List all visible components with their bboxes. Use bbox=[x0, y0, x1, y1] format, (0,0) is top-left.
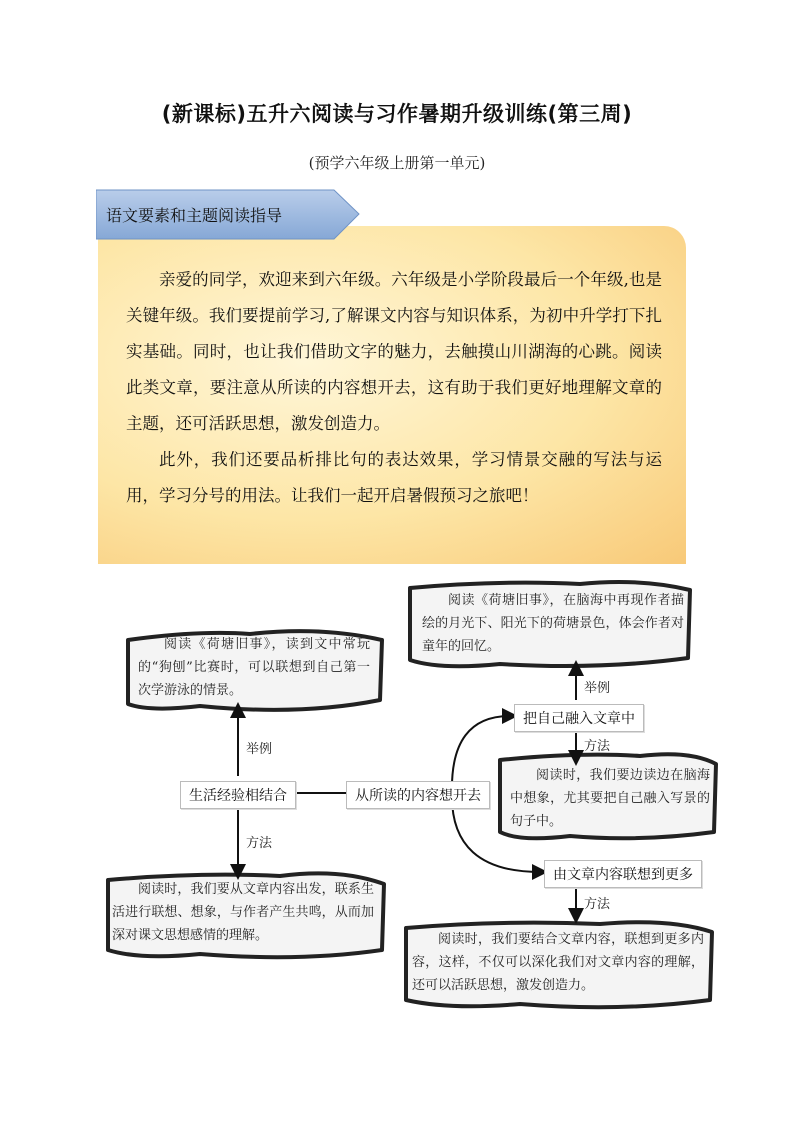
center-node: 从所读的内容想开去 bbox=[346, 781, 490, 809]
label-method-right-top: 方法 bbox=[584, 739, 611, 754]
note-right-mid: 阅读时，我们要边读边在脑海中想象，尤其要把自己融入写景的句子中。 bbox=[510, 768, 710, 829]
right-top-node: 把自己融入文章中 bbox=[514, 704, 644, 732]
label-method-right-bottom: 方法 bbox=[584, 897, 611, 912]
page-title: (新课标)五升六阅读与习作暑期升级训练(第三周) bbox=[161, 102, 633, 126]
section-label: 语文要素和主题阅读指导 bbox=[106, 206, 283, 225]
page-subtitle: (预学六年级上册第一单元) bbox=[308, 154, 486, 172]
right-bottom-node: 由文章内容联想到更多 bbox=[544, 860, 702, 888]
intro-paragraph-1: 亲爱的同学，欢迎来到六年级。六年级是小学阶段最后一个年级,也是关键年级。我们要提前学习,了解课文内容与知识体系，为初中升学打下扎实基础。同时，也让我们借助文字的魅力，去触摸山川湖海的心跳。阅读此类文章，要注意从所读的内容想开去，这有助于我们更好地理解文章的主题，还可活跃思想，激发创造力。 bbox=[126, 270, 662, 433]
label-example-left: 举例 bbox=[246, 742, 273, 757]
label-example-right: 举例 bbox=[584, 681, 611, 696]
left-node: 生活经验相结合 bbox=[180, 781, 296, 809]
note-left-top: 阅读《荷塘旧事》，读到文中常玩的“狗刨”比赛时，可以联想到自己第一次学游泳的情景。 bbox=[138, 637, 370, 698]
intro-paragraph-2: 此外，我们还要品析排比句的表达效果，学习情景交融的写法与运用，学习分号的用法。让我们一起开启暑假预习之旅吧！ bbox=[126, 450, 662, 505]
note-left-bottom: 阅读时，我们要从文章内容出发，联系生活进行联想、想象，与作者产生共鸣，从而加深对课文思想感情的理解。 bbox=[112, 882, 374, 943]
label-method-left: 方法 bbox=[246, 836, 273, 851]
note-right-bottom: 阅读时，我们要结合文章内容，联想到更多内容，这样，不仅可以深化我们对文章内容的理解，还可以活跃思想，激发创造力。 bbox=[412, 932, 704, 993]
note-right-top: 阅读《荷塘旧事》，在脑海中再现作者描绘的月光下、阳光下的荷塘景色，体会作者对童年的回忆。 bbox=[422, 593, 684, 654]
